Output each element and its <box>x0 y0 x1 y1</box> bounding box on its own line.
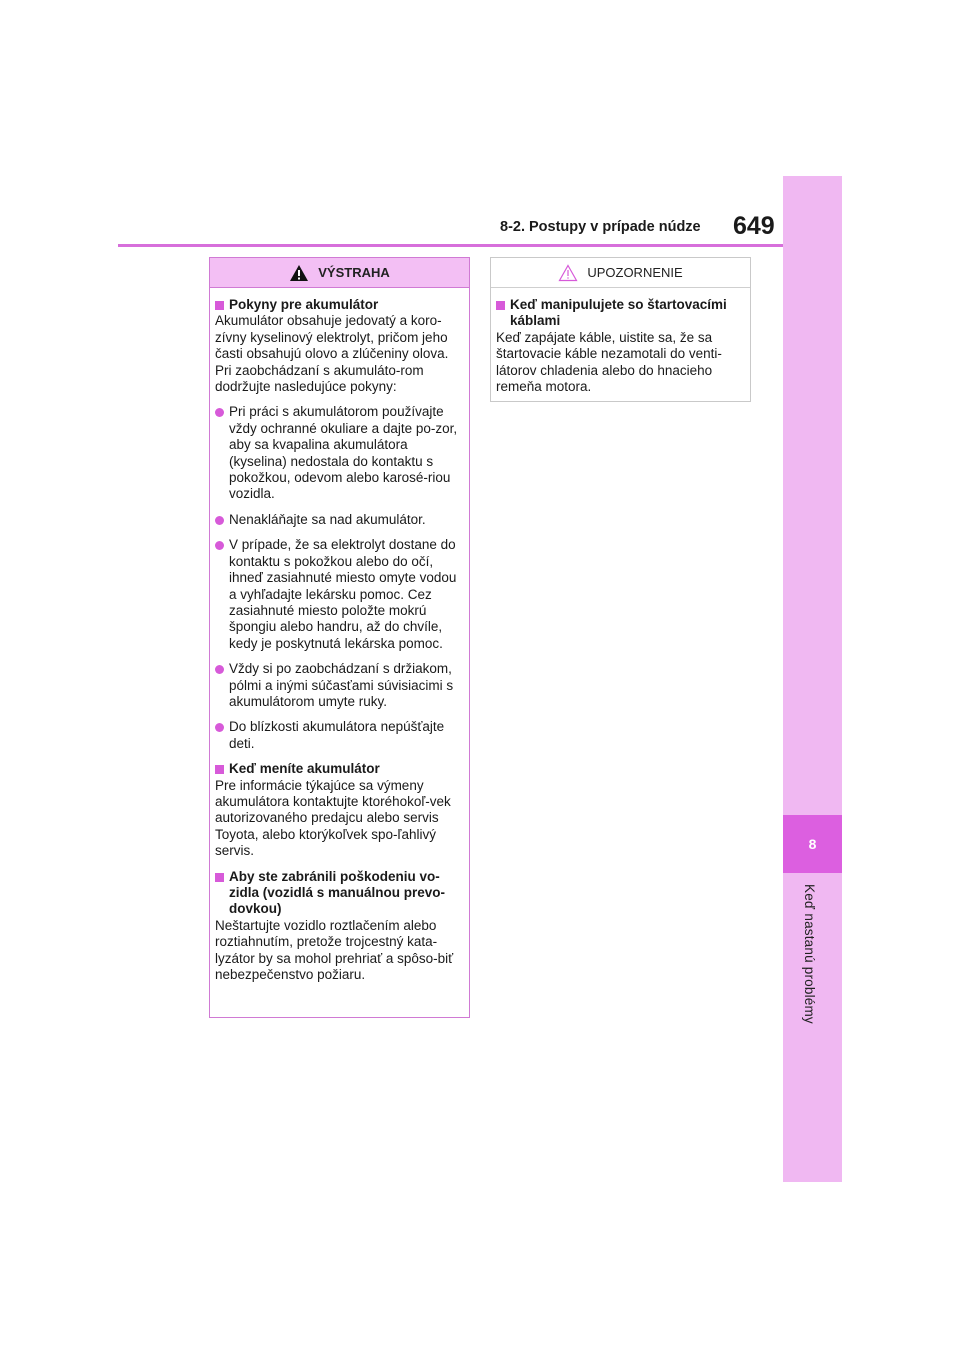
section-text: Keď zapájate káble, uistite sa, že sa štartovacie káble nezamotali do venti-látorov chladenia alebo do hnacieho remeňa motora. <box>496 329 722 395</box>
header-rule <box>118 244 783 247</box>
list-item: Nenakláňajte sa nad akumulátor. <box>215 512 464 528</box>
caution-triangle-icon <box>558 264 578 282</box>
page-number: 649 <box>733 212 775 240</box>
list-item: Vždy si po zaobchádzaní s držiakom, pólmi a inými súčasťami súvisiacimi s akumulátorom umyte ruky. <box>215 661 464 710</box>
round-bullet-icon <box>215 516 224 525</box>
list-item: V prípade, že sa elektrolyt dostane do kontaktu s pokožkou alebo do očí, ihneď zasiahnuté miesto omyte vodou a vyhľadajte lekársku pomoc. Cez zasiahnuté miesto položte mokrú špongiu alebo handru, až do chvíle, kedy je poskytnutá lekárska pomoc. <box>215 537 464 652</box>
caution-title: UPOZORNENIE <box>587 265 683 280</box>
caution-box <box>490 257 751 402</box>
square-bullet-icon <box>215 873 224 882</box>
square-bullet-icon <box>496 301 505 310</box>
section-heading: Keď manipulujete so štartovacími káblami <box>496 297 745 330</box>
round-bullet-icon <box>215 408 224 417</box>
warning-title: VÝSTRAHA <box>318 265 390 280</box>
section-text: Pre informácie týkajúce sa výmeny akumulátora kontaktujte ktoréhokoľ-vek autorizovaného predajcu alebo servis Toyota, alebo ktorýkoľvek spo-ľahlivý servis. <box>215 777 451 859</box>
square-bullet-icon <box>215 301 224 310</box>
warning-header <box>210 258 469 288</box>
section-heading: Keď meníte akumulátor <box>215 761 464 777</box>
section-heading: Aby ste zabránili poškodeniu vo-zidla (vozidlá s manuálnou prevo-dovkou) <box>215 869 464 918</box>
chapter-title: Keď nastanú problémy <box>802 884 817 1024</box>
section-text: Neštartujte vozidlo roztlačením alebo roztiahnutím, pretože trojcestný kata-lyzátor by sa mohol prehriať a spôso-biť nebezpečenstvo požiaru. <box>215 917 454 983</box>
warning-box <box>209 257 470 1018</box>
square-bullet-icon <box>215 765 224 774</box>
list-item: Pri práci s akumulátorom používajte vždy ochranné okuliare a dajte po-zor, aby sa kvapalina akumulátora (kyselina) nedostala do kontaktu s pokožkou, odevom alebo karosé-riou vozidla. <box>215 404 464 502</box>
caution-header <box>491 258 750 288</box>
round-bullet-icon <box>215 723 224 732</box>
chapter-number-tab: 8 <box>783 815 842 873</box>
section-heading: Pokyny pre akumulátor <box>215 297 464 313</box>
round-bullet-icon <box>215 541 224 550</box>
warning-body <box>210 288 469 983</box>
round-bullet-icon <box>215 665 224 674</box>
section-title: 8-2. Postupy v prípade núdze <box>500 219 701 235</box>
caution-body <box>491 288 750 395</box>
chapter-side-tab <box>783 176 842 1182</box>
list-item: Do blízkosti akumulátora nepúšťajte deti. <box>215 719 464 752</box>
warning-triangle-icon <box>289 264 309 282</box>
section-text: Akumulátor obsahuje jedovatý a koro-zívny kyselinový elektrolyt, pričom jeho časti obsahujú olovo a zlúčeniny olova. Pri zaobchádzaní s akumuláto-rom dodržujte nasledujúce pokyny: <box>215 313 449 395</box>
